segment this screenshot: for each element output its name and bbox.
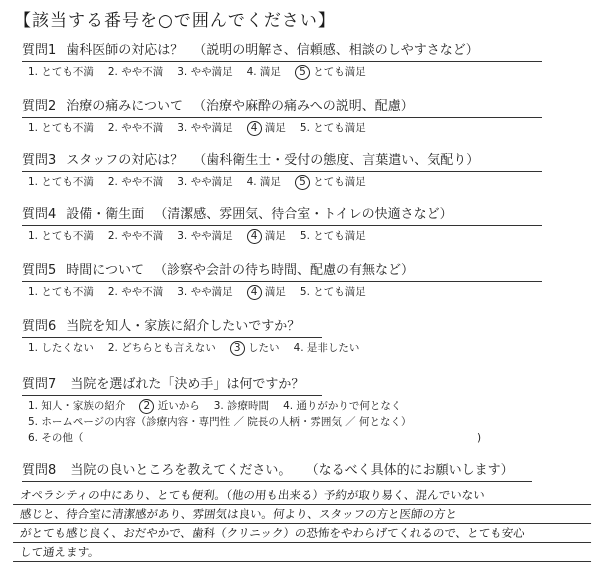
question-2 (22, 98, 592, 136)
question-7-options (22, 398, 592, 414)
selected-mark: 5 (295, 175, 310, 190)
question-6 (22, 318, 592, 356)
question-3-text: スタッフの対応は？ (66, 153, 184, 168)
question-5-option-5[interactable]: 5. とても満足 (299, 286, 366, 298)
question-3-option-1[interactable]: 1. とても不満 (28, 176, 94, 188)
question-2-option-2[interactable]: 2. やや不満 (107, 122, 164, 134)
question-4-option-2[interactable]: 2. やや不満 (107, 230, 164, 242)
question-7-option-2[interactable]: 2 近いから (139, 400, 199, 412)
question-8-text: 当院の良いところを教えてください。 (70, 463, 292, 478)
question-6-number: 質問6 (22, 319, 57, 334)
question-7-number: 質問7 (22, 377, 57, 392)
selected-mark: 4 (247, 121, 262, 136)
question-4-option-4[interactable]: 4 満足 (247, 230, 286, 242)
question-1-option-5[interactable]: 5 とても満足 (295, 66, 366, 78)
selected-mark: 4 (247, 229, 262, 244)
question-4-option-3[interactable]: 3. やや満足 (177, 230, 233, 242)
handwritten-line: がとても感じ良く、おだやかで、歯科（クリニック）の恐怖をやわらげてくれるので、とても安心 (13, 524, 593, 543)
selected-mark: 5 (295, 65, 310, 80)
question-4-option-5[interactable]: 5. とても満足 (299, 230, 366, 242)
question-4-number: 質問4 (22, 207, 57, 222)
question-2-number: 質問2 (22, 99, 57, 114)
question-3 (22, 152, 592, 190)
question-2-option-4[interactable]: 4 満足 (247, 122, 286, 134)
question-3-option-5[interactable]: 5 とても満足 (295, 176, 366, 188)
question-3-option-3[interactable]: 3. やや満足 (177, 176, 233, 188)
question-1 (22, 42, 592, 80)
question-8-note: （なるべく具体的にお願いします） (305, 463, 514, 478)
question-4 (22, 206, 592, 244)
question-3-option-4[interactable]: 4. 満足 (246, 176, 281, 188)
question-6-options (22, 340, 592, 356)
question-1-options (22, 64, 592, 80)
question-2-option-1[interactable]: 1. とても不満 (28, 122, 94, 134)
question-7-text: 当院を選ばれた「決め手」は何ですか？ (70, 377, 305, 392)
question-8-number: 質問8 (22, 463, 57, 478)
question-1-option-3[interactable]: 3. やや満足 (177, 66, 233, 78)
question-5-option-4[interactable]: 4 満足 (247, 286, 286, 298)
question-7-line (22, 376, 322, 396)
question-4-option-1[interactable]: 1. とても不満 (28, 230, 94, 242)
question-2-option-3[interactable]: 3. やや満足 (177, 122, 233, 134)
question-5-option-1[interactable]: 1. とても不満 (28, 286, 94, 298)
selected-mark: 3 (230, 341, 245, 356)
question-5 (22, 262, 592, 300)
selected-mark: 4 (247, 285, 262, 300)
question-6-line (22, 318, 322, 338)
question-1-option-4[interactable]: 4. 満足 (246, 66, 281, 78)
handwritten-line: オペラシティの中にあり、とても便利。（他の用も出来る）予約が取り易く、混んでいない (13, 486, 593, 505)
handwritten-line: して通えます。 (13, 543, 593, 562)
question-5-option-2[interactable]: 2. やや不満 (107, 286, 164, 298)
question-5-options (22, 284, 592, 300)
question-5-number: 質問5 (22, 263, 57, 278)
page-heading: 【該当する番号を○で囲んでください】 (14, 11, 336, 31)
question-7-option-4[interactable]: 4. 通りがかりで何となく (283, 400, 402, 412)
question-5-note: （診察や会計の待ち時間、配慮の有無など） (154, 263, 415, 278)
question-3-options (22, 174, 592, 190)
question-8 (22, 462, 592, 482)
question-6-text: 当院を知人・家族に紹介したいですか？ (66, 319, 301, 334)
question-7-other-label: 6. その他（ (28, 432, 84, 444)
handwritten-line: 感じと、待合室に清潔感があり、雰囲気は良い。何より、スタッフの方と医師の方と (13, 505, 593, 524)
question-2-options (22, 120, 592, 136)
question-1-number: 質問1 (22, 43, 57, 58)
question-7-other-close: ) (477, 432, 482, 444)
question-1-option-1[interactable]: 1. とても不満 (28, 66, 94, 78)
question-3-number: 質問3 (22, 153, 57, 168)
question-1-option-2[interactable]: 2. やや不満 (107, 66, 164, 78)
question-8-answer[interactable] (14, 486, 592, 562)
question-6-option-1[interactable]: 1. したくない (28, 342, 94, 354)
question-5-option-3[interactable]: 3. やや満足 (177, 286, 233, 298)
question-4-note: （清潔感、雰囲気、待合室・トイレの快適さなど） (154, 207, 453, 222)
question-2-text: 治療の痛みについて (66, 99, 184, 114)
question-2-option-5[interactable]: 5. とても満足 (299, 122, 366, 134)
question-5-text: 時間について (66, 263, 145, 278)
question-1-note: （説明の明解さ、信頼感、相談のしやすさなど） (193, 43, 479, 58)
question-7-option-1[interactable]: 1. 知人・家族の紹介 (28, 400, 126, 412)
question-4-text: 設備・衛生面 (66, 207, 145, 222)
question-3-line (22, 152, 542, 172)
question-6-option-3[interactable]: 3 したい (230, 342, 280, 354)
question-3-note: （歯科衛生士・受付の態度、言葉遣い、気配り） (193, 153, 480, 168)
question-7-option-3[interactable]: 3. 診療時間 (213, 400, 270, 412)
question-4-options (22, 228, 592, 244)
question-7 (22, 376, 592, 446)
question-2-line (22, 98, 542, 118)
question-6-option-2[interactable]: 2. どちらとも言えない (107, 342, 216, 354)
question-3-option-2[interactable]: 2. やや不満 (107, 176, 164, 188)
question-7-option-6[interactable] (22, 430, 592, 446)
question-4-line (22, 206, 542, 226)
question-7-option-5[interactable]: 5. ホームページの内容（診療内容・専門性 ／ 院長の人柄・雰囲気 ／ 何となく） (28, 416, 412, 428)
selected-mark: 2 (139, 399, 154, 414)
question-5-line (22, 262, 542, 282)
question-8-line (22, 462, 532, 482)
question-2-note: （治療や麻酔の痛みへの説明、配慮） (193, 99, 414, 114)
question-1-line (22, 42, 542, 62)
question-1-text: 歯科医師の対応は？ (66, 43, 184, 58)
question-6-option-4[interactable]: 4. 是非したい (293, 342, 360, 354)
